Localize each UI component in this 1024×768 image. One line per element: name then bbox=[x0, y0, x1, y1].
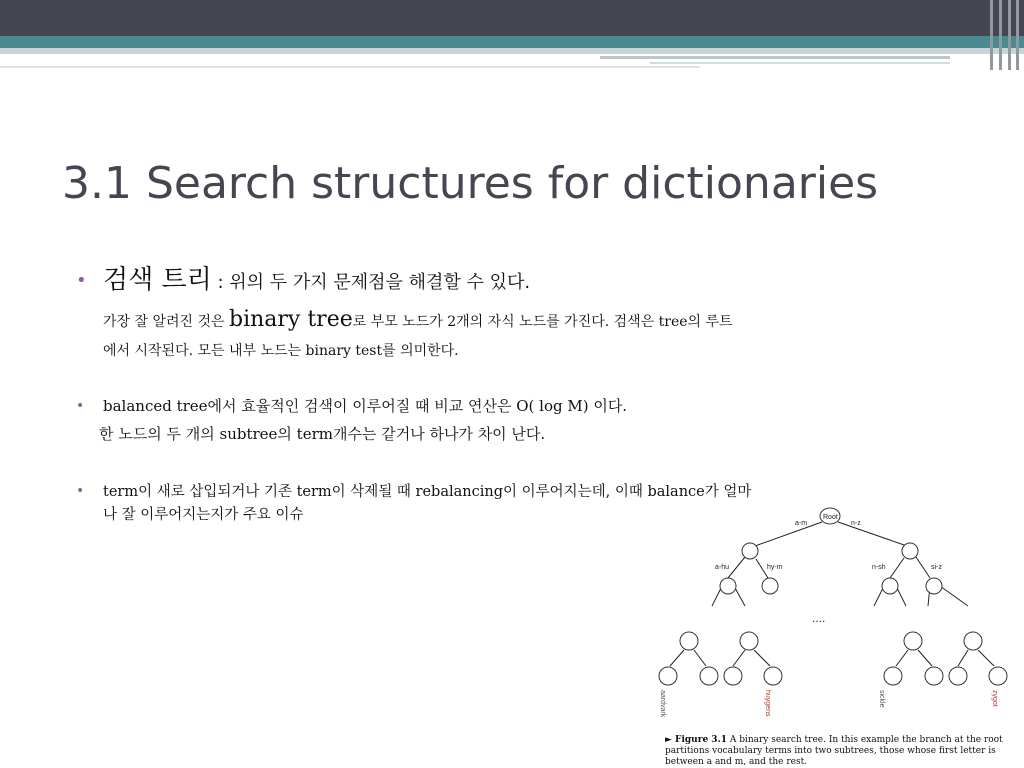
figure-caption bbox=[665, 735, 1015, 768]
bullet-3-line2: 나 잘 이루어지는지가 주요 이슈 bbox=[103, 507, 304, 523]
bullet-3-line1: term이 새로 삽입되거나 기존 term이 삭제될 때 rebalancing이 이루어지는데, 이때 balance가 얼마 bbox=[103, 484, 752, 500]
edge-label: a-m bbox=[795, 520, 808, 527]
bullet-1-head: 검색 트리 bbox=[103, 265, 212, 295]
caption-text: A binary search tree. In this example the branch at the root partitions vocabulary terms into two subtrees, those whose first letter is between a and m, and the rest. bbox=[665, 735, 1003, 767]
edge-label: hy-m bbox=[767, 564, 783, 571]
binary-search-tree-figure bbox=[655, 505, 1015, 737]
ellipsis: .... bbox=[812, 611, 826, 625]
decorative-line bbox=[0, 66, 700, 68]
slide-title: 3.1 Search structures for dictionaries bbox=[62, 158, 879, 209]
edge-label: n-z bbox=[851, 520, 861, 527]
header-accent-band bbox=[0, 36, 1024, 48]
decorative-line bbox=[650, 62, 950, 64]
decorative-stripe bbox=[999, 0, 1002, 70]
edge-label: a-hu bbox=[715, 564, 730, 571]
leaf-label: zygot bbox=[991, 690, 998, 707]
leaf-label: sickle bbox=[878, 690, 885, 708]
leaf-label: aardvark bbox=[659, 690, 666, 718]
bullet-1-rest: : 위의 두 가지 문제점을 해결할 수 있다. bbox=[211, 272, 531, 293]
edge-label: n-sh bbox=[872, 564, 886, 571]
bullet-2-line2: 한 노드의 두 개의 subtree의 term개수는 같거나 하나가 차이 난다. bbox=[99, 425, 546, 443]
bullet-1-line2c: 로 부모 노드가 2개의 자식 노드를 가진다. 검색은 tree의 루트 bbox=[352, 314, 733, 330]
decorative-stripe bbox=[990, 0, 993, 70]
leaf-label: huygens bbox=[764, 690, 771, 717]
bullet-2-line1: balanced tree에서 효율적인 검색이 이루어질 때 비교 연산은 O( log M) 이다. bbox=[103, 397, 628, 415]
header-grey-band bbox=[0, 48, 1024, 54]
bullet-1-line2a: 가장 잘 알려진 것은 bbox=[103, 314, 229, 330]
header-bar bbox=[0, 0, 1024, 36]
bullet-1-text bbox=[103, 259, 530, 296]
decorative-stripe bbox=[1008, 0, 1011, 70]
caption-label: ► Figure 3.1 bbox=[665, 735, 727, 745]
bullet-1-line2 bbox=[103, 307, 733, 332]
root-label: Root bbox=[823, 514, 838, 521]
decorative-stripe bbox=[1016, 0, 1019, 70]
bullet-marker: • bbox=[76, 270, 87, 291]
decorative-line bbox=[600, 56, 950, 59]
bullet-marker: • bbox=[76, 398, 85, 414]
bullet-1-line3: 에서 시작된다. 모든 내부 노드는 binary test를 의미한다. bbox=[103, 343, 459, 359]
bullet-marker: • bbox=[76, 483, 85, 499]
edge-label: si-z bbox=[931, 564, 942, 571]
bullet-1-line2b: binary tree bbox=[229, 307, 353, 332]
